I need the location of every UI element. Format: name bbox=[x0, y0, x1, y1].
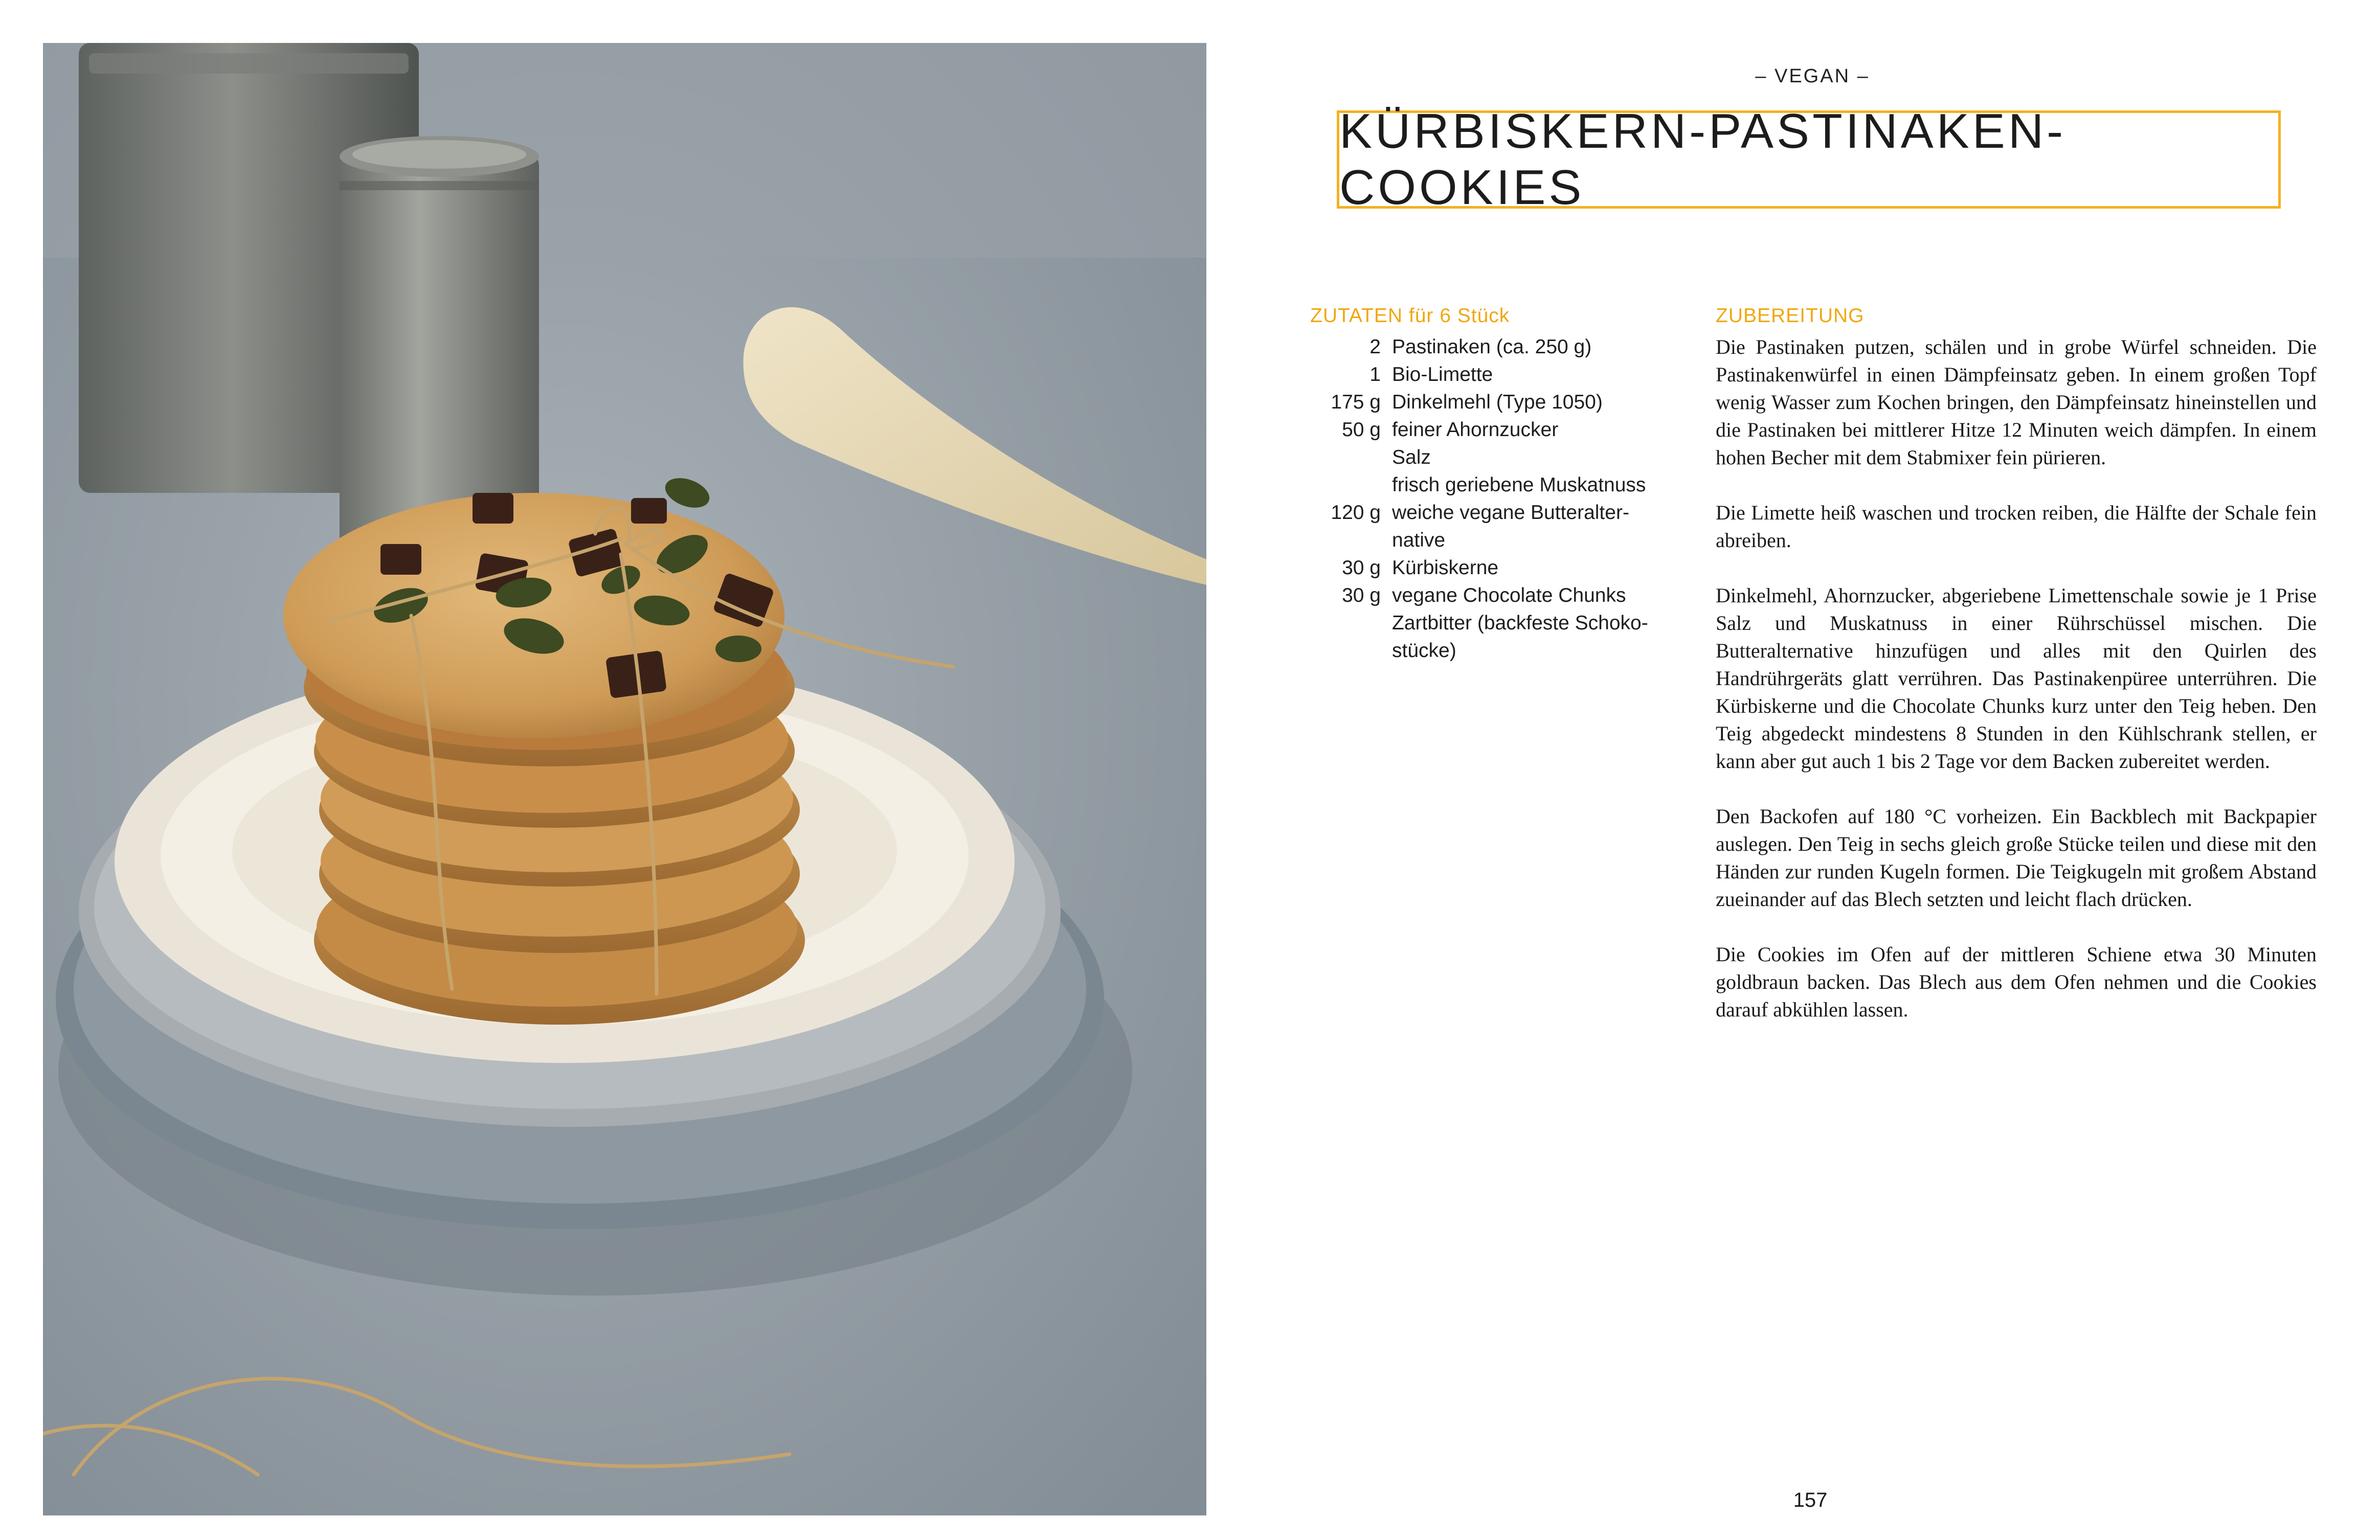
preparation-step: Die Pastinaken putzen, schälen und in grobe Würfel schneiden. Die Pastinakenwürfel in einen Dämpfeinsatz geben. In einem großen Topf wenig Wasser zum Kochen bringen, den Dämpfeinsatz hineinstellen und die Pastinaken bei mittlerer Hitze 12 Minuten weich dämpfen. In einem hohen Becher mit dem Stabmixer fein pürieren. bbox=[1716, 335, 2317, 469]
ingredient-quantity: 120 g bbox=[1331, 502, 1381, 524]
category-kicker: – VEGAN – bbox=[1755, 65, 1870, 87]
cookie-stack bbox=[283, 493, 805, 1025]
ingredient-quantity: 175 g bbox=[1331, 391, 1381, 413]
ingredient-row bbox=[1304, 609, 1672, 637]
preparation-heading: ZUBEREITUNG bbox=[1716, 305, 1865, 327]
ingredient-name: Zartbitter (backfeste Schoko- bbox=[1392, 612, 1648, 634]
ingredient-row bbox=[1304, 471, 1672, 499]
ingredient-name: vegane Chocolate Chunks bbox=[1392, 584, 1626, 606]
ingredient-row bbox=[1304, 637, 1672, 665]
ingredient-quantity bbox=[1304, 637, 1392, 665]
ingredient-quantity: 50 g bbox=[1342, 419, 1381, 441]
ingredient-row bbox=[1304, 333, 1672, 361]
ingredient-row bbox=[1304, 389, 1672, 416]
ingredient-row bbox=[1304, 361, 1672, 389]
ingredient-name: stücke) bbox=[1392, 640, 1456, 662]
ingredient-quantity: 2 bbox=[1369, 336, 1381, 358]
ingredient-name: native bbox=[1392, 529, 1446, 551]
ingredient-row bbox=[1304, 527, 1672, 554]
preparation-step: Die Cookies im Ofen auf der mittleren Schiene etwa 30 Minuten goldbraun backen. Das Blech aus dem Ofen nehmen und die Cookies darauf abkühlen lassen. bbox=[1716, 943, 2317, 1021]
ingredient-name: Kürbiskerne bbox=[1392, 557, 1499, 579]
ingredient-quantity: 30 g bbox=[1342, 557, 1381, 579]
cookie-stack-illustration bbox=[43, 43, 1206, 1515]
recipe-photo bbox=[43, 43, 1206, 1515]
ingredient-name: Dinkelmehl (Type 1050) bbox=[1392, 391, 1603, 413]
ingredient-name: Bio-Limette bbox=[1392, 364, 1493, 386]
ingredient-quantity bbox=[1304, 527, 1392, 554]
ingredient-list bbox=[1304, 333, 1672, 665]
ingredient-name: frisch geriebene Muskatnuss bbox=[1392, 474, 1646, 496]
preparation-text bbox=[1716, 333, 2317, 1051]
page-number: 157 bbox=[1793, 1489, 1828, 1511]
ingredient-quantity bbox=[1304, 609, 1392, 637]
preparation-step: Die Limette heiß waschen und trocken reiben, die Hälfte der Schale fein abreiben. bbox=[1716, 501, 2317, 552]
ingredient-quantity bbox=[1304, 444, 1392, 471]
ingredient-name: Pastinaken (ca. 250 g) bbox=[1392, 336, 1592, 358]
recipe-title: KÜRBISKERN-PASTINAKEN-COOKIES bbox=[1339, 104, 2067, 215]
ingredient-row bbox=[1304, 416, 1672, 444]
ingredients-heading: ZUTATEN für 6 Stück bbox=[1310, 305, 1510, 327]
title-frame bbox=[1337, 104, 2281, 215]
ingredient-row bbox=[1304, 554, 1672, 582]
preparation-step: Dinkelmehl, Ahornzucker, abgeriebene Limettenschale sowie je 1 Prise Salz und Muskatnuss in einer Rührschüssel mischen. Die Butteralternative hinzufügen und alles mit den Quirlen des Handrührgeräts glatt verrühren. Das Pastinakenpüree unterrühren. Die Kürbiskerne und die Chocolate Chunks kurz unter den Teig heben. Den Teig abgedeckt mindestens 8 Stunden in den Kühlschrank stellen, er kann aber gut auch 1 bis 2 Tage vor dem Backen zubereitet werden. bbox=[1716, 584, 2317, 773]
ingredient-name: weiche vegane Butteralter- bbox=[1392, 502, 1629, 524]
ingredient-quantity: 1 bbox=[1369, 364, 1381, 386]
ingredient-row bbox=[1304, 499, 1672, 527]
ingredient-quantity: 30 g bbox=[1342, 584, 1381, 606]
ingredient-row bbox=[1304, 444, 1672, 471]
ingredient-row bbox=[1304, 582, 1672, 609]
ingredient-name: feiner Ahornzucker bbox=[1392, 419, 1559, 441]
ingredient-quantity bbox=[1304, 471, 1392, 499]
ingredient-name: Salz bbox=[1392, 446, 1431, 468]
preparation-step: Den Backofen auf 180 °C vorheizen. Ein Backblech mit Backpapier auslegen. Den Teig in sechs gleich große Stücke teilen und diese mit den Händen zur runden Kugeln formen. Die Teigkugeln mit großem Abstand zueinander auf das Blech setzten und leicht flach drücken. bbox=[1716, 805, 2317, 911]
